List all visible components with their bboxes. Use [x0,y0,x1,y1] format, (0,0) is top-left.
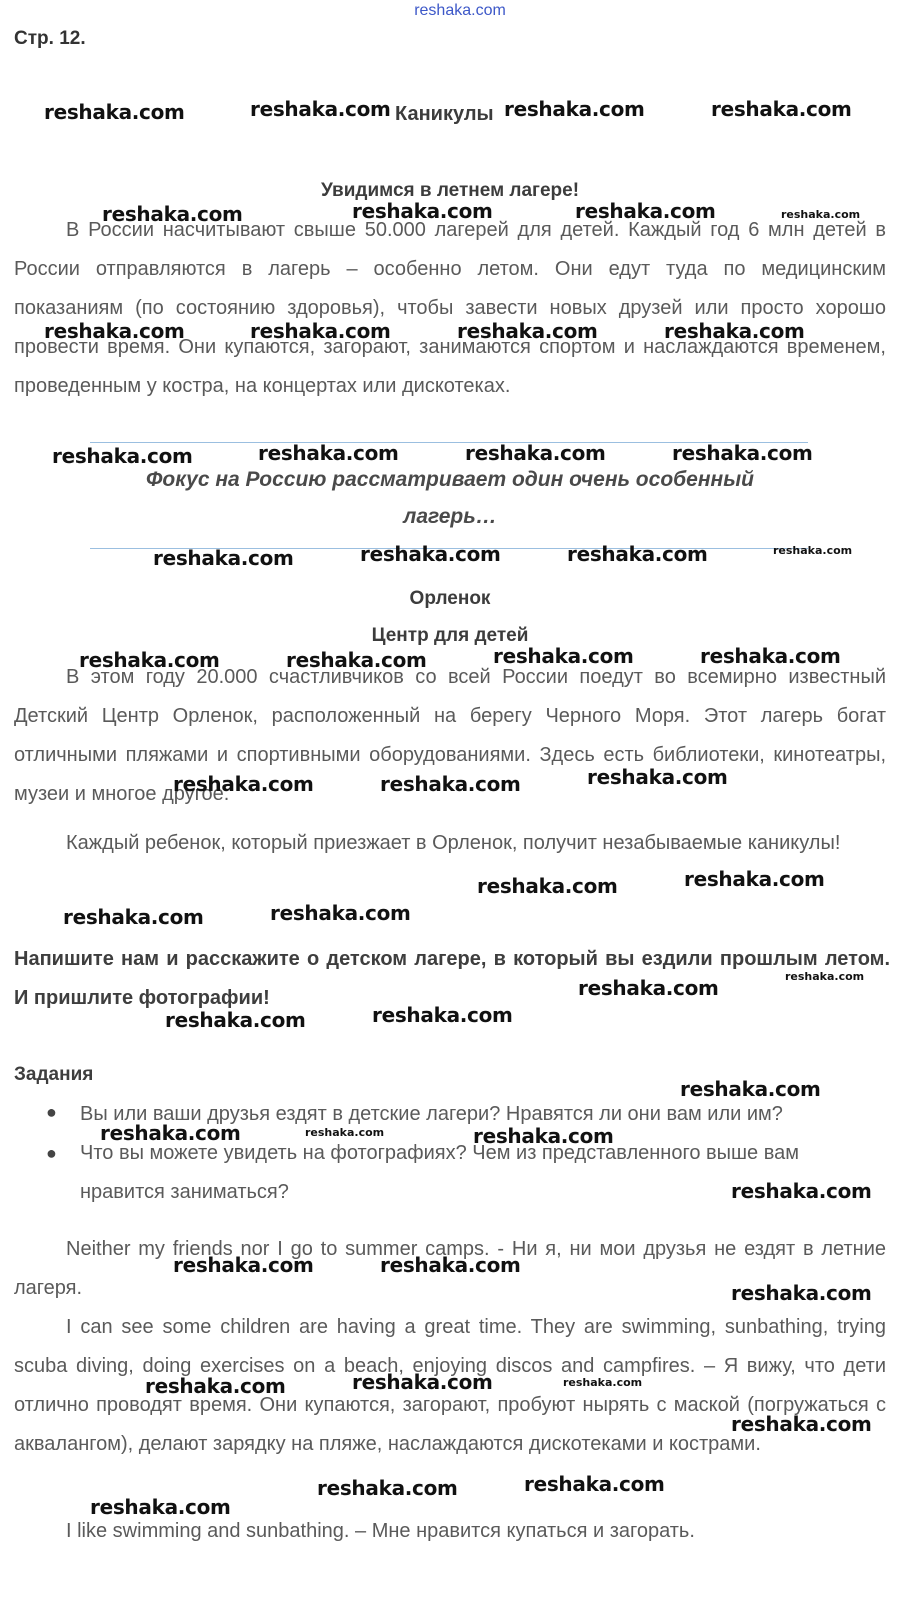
watermark: reshaka.com [360,542,501,566]
site-header-link[interactable]: reshaka.com [414,2,506,19]
watermark: reshaka.com [477,874,618,898]
paragraph-orlenok-text: В этом году 20.000 счастливчиков со всей России поедут во всемирно известный Детский Центр Орленок, расположенный на берегу Черного Моря. Этот лагерь богат отличными пляжами и спортивными оборудованиями. Здесь есть библиотеки, кинотеатры, музеи и многое другое. [14,666,886,805]
page-title: Каникулы [395,103,494,125]
watermark: reshaka.com [380,772,521,796]
watermark: reshaka.com [258,441,399,465]
watermark: reshaka.com [173,772,314,796]
watermark: reshaka.com [44,100,185,124]
question-text: Напишите нам и расскажите о детском лагере, в который вы ездили прошлым летом. И пришлите фотографии! [14,948,890,1009]
watermark: reshaka.com [700,644,841,668]
watermark: reshaka.com [563,1376,643,1389]
watermark: reshaka.com [90,1495,231,1519]
watermark: reshaka.com [153,546,294,570]
watermark: reshaka.com [79,648,220,672]
watermark: reshaka.com [270,901,411,925]
watermark: reshaka.com [680,1077,821,1101]
watermark: reshaka.com [578,976,719,1000]
answer-3-text: I like swimming and sunbathing. – Мне нравится купаться и загорать. [66,1520,695,1542]
watermark: reshaka.com [731,1281,872,1305]
watermark: reshaka.com [305,1126,385,1139]
paragraph-every-child [14,824,886,863]
watermark: reshaka.com [504,97,645,121]
watermark: reshaka.com [352,1370,493,1394]
bullet-dot-icon: ● [46,1143,57,1163]
tasks-heading: Задания [14,1064,94,1085]
watermark: reshaka.com [165,1008,306,1032]
camp-subtitle-heading: Центр для детей [371,625,529,646]
watermark: reshaka.com [352,199,493,223]
task-item-2: Что вы можете увидеть на фотографиях? Чем из представленного выше вам нравится заниматься? [80,1142,799,1203]
page-number: Стр. 12. [14,28,86,49]
watermark: reshaka.com [731,1412,872,1436]
paragraph-intro [14,211,886,406]
focus-heading-line1: Фокус на Россию рассматривает один очень особенный [146,468,754,491]
watermark: reshaka.com [250,319,391,343]
watermark: reshaka.com [587,765,728,789]
watermark: reshaka.com [102,202,243,226]
paragraph-intro-text: В России насчитывают свыше 50.000 лагерей для детей. Каждый год 6 млн детей в России отправляются в лагерь – особенно летом. Они едут туда по медицинским показаниям (по состоянию здоровья), чтобы завести новых друзей или просто хорошо провести время. Они купаются, загорают, занимаются спортом и наслаждаются временем, проведенным у костра, на концертах или дискотеках. [14,219,886,397]
answer-1-text: Neither my friends nor I go to summer camps. - Ни я, ни мои друзья не ездят в летние лагеря. [14,1238,886,1299]
watermark: reshaka.com [52,444,193,468]
watermark: reshaka.com [567,542,708,566]
watermark: reshaka.com [457,319,598,343]
watermark: reshaka.com [372,1003,513,1027]
watermark: reshaka.com [672,441,813,465]
watermark: reshaka.com [380,1253,521,1277]
task-item-1: Вы или ваши друзья ездят в детские лагери? Нравятся ли они вам или им? [80,1103,783,1125]
watermark: reshaka.com [145,1374,286,1398]
watermark: reshaka.com [100,1121,241,1145]
watermark: reshaka.com [473,1124,614,1148]
watermark: reshaka.com [524,1472,665,1496]
watermark: reshaka.com [785,970,865,983]
answer-2-text: I can see some children are having a great time. They are swimming, sunbathing, trying scuba diving, doing exercises on a beach, enjoying discos and campfires. – Я вижу, что дети отлично проводят время. Они купаются, загорают, пробуют нырять с маской (погружаться с аквалангом), делают зарядку на пляже, наслаждаются дискотеками и кострами. [14,1316,886,1455]
paragraph-every-child-text: Каждый ребенок, который приезжает в Орленок, получит незабываемые каникулы! [66,832,841,854]
watermark: reshaka.com [465,441,606,465]
watermark: reshaka.com [44,319,185,343]
watermark: reshaka.com [711,97,852,121]
bullet-dot-icon: ● [46,1102,57,1122]
watermark: reshaka.com [664,319,805,343]
watermark: reshaka.com [317,1476,458,1500]
watermark: reshaka.com [731,1179,872,1203]
watermark: reshaka.com [773,544,853,557]
watermark: reshaka.com [781,208,861,221]
article-subtitle: Увидимся в летнем лагере! [320,180,580,201]
watermark: reshaka.com [250,97,391,121]
watermark: reshaka.com [684,867,825,891]
watermark: reshaka.com [286,648,427,672]
focus-heading-line2: лагерь… [403,505,497,528]
watermark: reshaka.com [173,1253,314,1277]
watermark: reshaka.com [63,905,204,929]
camp-name-heading: Орленок [409,588,491,609]
watermark: reshaka.com [493,644,634,668]
watermark: reshaka.com [575,199,716,223]
